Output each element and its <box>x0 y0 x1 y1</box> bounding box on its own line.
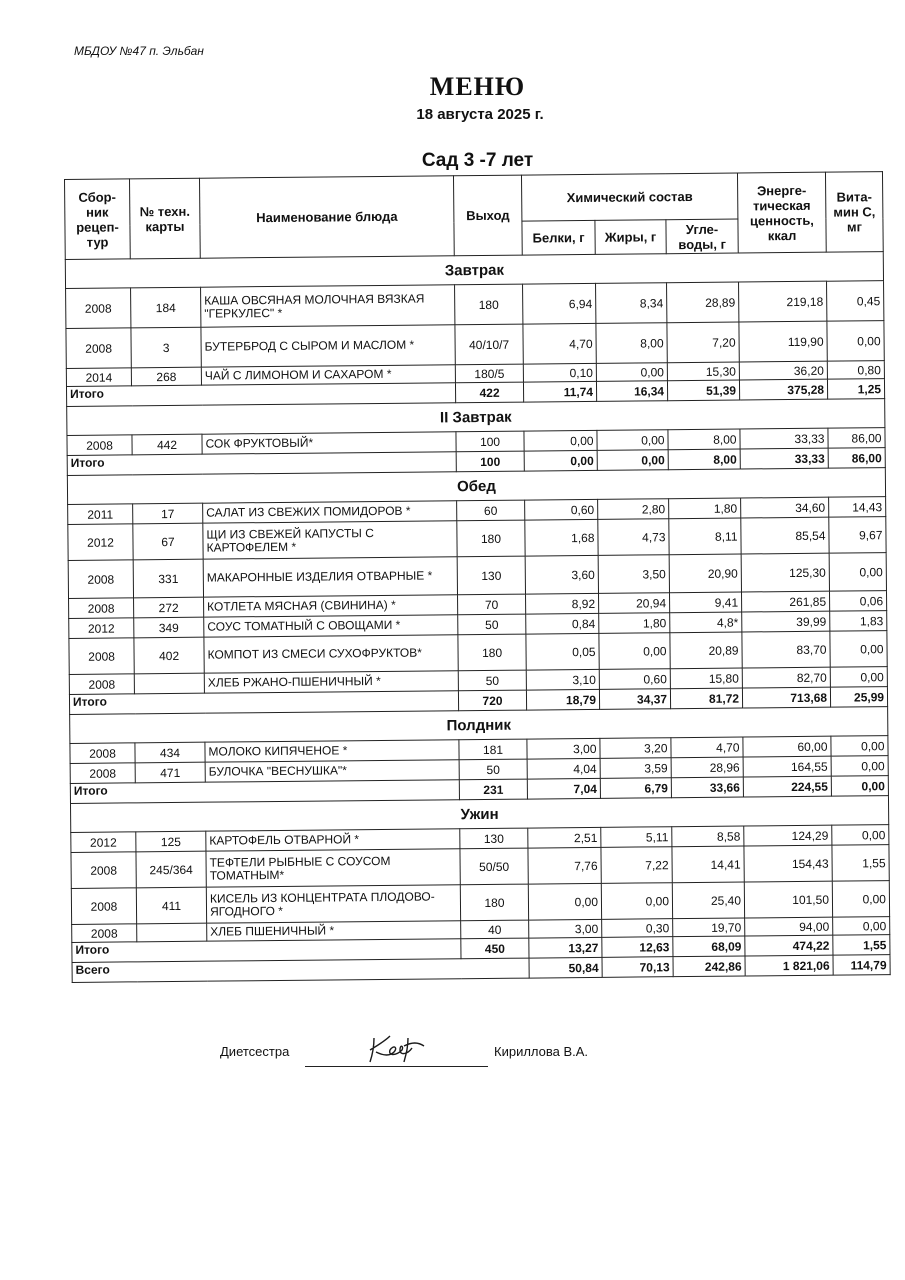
carbs-cell: 1,80 <box>669 498 741 519</box>
total-fat: 34,37 <box>599 689 670 710</box>
header-vitamin: Вита-мин С, мг <box>825 172 883 253</box>
protein-cell: 0,60 <box>525 499 598 520</box>
total-energy: 224,55 <box>743 776 831 797</box>
output-cell: 181 <box>459 739 527 760</box>
tech-card-cell: 67 <box>133 523 203 560</box>
header-tech-card: № техн. карты <box>130 178 201 259</box>
dish-name-cell: КИСЕЛЬ ИЗ КОНЦЕНТРАТА ПЛОДОВО-ЯГОДНОГО * <box>206 885 460 923</box>
recipe-collection-cell: 2008 <box>69 674 134 695</box>
tech-card-cell: 434 <box>135 742 205 763</box>
vitamin-cell: 9,67 <box>829 517 886 554</box>
total-output: 422 <box>455 382 523 403</box>
carbs-cell: 20,90 <box>669 554 741 593</box>
protein-cell: 2,51 <box>528 827 601 848</box>
tech-card-cell <box>137 923 207 942</box>
group-label: Сад 3 -7 лет <box>421 150 534 171</box>
recipe-collection-cell: 2011 <box>68 504 133 525</box>
protein-cell: 0,00 <box>528 883 601 920</box>
dish-name-cell: СОУС ТОМАТНЫЙ С ОВОЩАМИ * <box>204 615 458 637</box>
total-carbs: 68,09 <box>673 936 745 957</box>
recipe-collection-cell: 2008 <box>72 924 137 943</box>
protein-cell: 3,00 <box>527 738 600 759</box>
total-output: 720 <box>458 690 526 711</box>
fat-cell: 0,00 <box>597 430 668 451</box>
tech-card-cell: 3 <box>131 327 201 368</box>
dish-name-cell: КОМПОТ ИЗ СМЕСИ СУХОФРУКТОВ* <box>204 635 458 673</box>
total-protein: 11,74 <box>523 381 596 402</box>
total-label: Итого <box>72 939 461 963</box>
total-carbs: 81,72 <box>670 688 742 709</box>
vitamin-cell: 0,00 <box>827 321 884 362</box>
protein-cell: 7,76 <box>528 847 601 884</box>
tech-card-cell: 442 <box>132 434 202 455</box>
recipe-collection-cell: 2008 <box>69 638 134 675</box>
energy-cell: 125,30 <box>741 553 829 592</box>
total-energy: 375,28 <box>739 379 827 400</box>
grand-total-carbs: 242,86 <box>673 956 745 977</box>
grand-total-label: Всего <box>72 958 529 982</box>
fat-cell: 8,00 <box>596 323 667 364</box>
recipe-collection-cell: 2008 <box>70 763 135 784</box>
signature-mark <box>360 1030 434 1066</box>
dish-name-cell: ХЛЕБ ПШЕНИЧНЫЙ * <box>207 921 461 941</box>
dish-name-cell: БУЛОЧКА "ВЕСНУШКА"* <box>205 760 459 782</box>
recipe-collection-cell: 2014 <box>66 368 131 387</box>
fat-cell: 3,59 <box>600 758 671 779</box>
total-vitamin: 1,25 <box>827 379 884 400</box>
total-output: 231 <box>459 779 527 800</box>
tech-card-cell: 245/364 <box>136 851 206 888</box>
fat-cell: 5,11 <box>601 827 672 848</box>
tech-card-cell: 331 <box>133 559 203 598</box>
carbs-cell: 8,11 <box>669 518 741 555</box>
recipe-collection-cell: 2008 <box>70 743 135 764</box>
total-energy: 713,68 <box>742 687 830 708</box>
dish-name-cell: ЧАЙ С ЛИМОНОМ И САХАРОМ * <box>201 365 455 385</box>
total-vitamin: 86,00 <box>828 448 885 469</box>
grand-total-protein: 50,84 <box>529 957 602 978</box>
protein-cell: 3,10 <box>526 669 599 690</box>
section-title: Полдник <box>70 707 888 744</box>
vitamin-cell: 0,00 <box>830 667 887 688</box>
output-cell: 40/10/7 <box>455 324 523 365</box>
fat-cell: 7,22 <box>601 847 672 884</box>
carbs-cell: 9,41 <box>669 592 741 613</box>
header-dish-name: Наименование блюда <box>199 176 454 258</box>
recipe-collection-cell: 2012 <box>68 524 133 561</box>
tech-card-cell: 272 <box>134 597 204 618</box>
total-output: 450 <box>461 938 529 959</box>
page-title: МЕНЮ <box>429 72 526 101</box>
header-sbornik: Сбор-ник рецеп-тур <box>65 179 131 260</box>
section-title: Ужин <box>70 796 888 833</box>
output-cell: 50 <box>458 614 526 635</box>
vitamin-cell: 0,00 <box>831 736 888 757</box>
tech-card-cell: 125 <box>136 831 206 852</box>
protein-cell: 0,84 <box>526 613 599 634</box>
recipe-collection-cell: 2008 <box>69 598 134 619</box>
tech-card-cell: 268 <box>131 367 201 386</box>
energy-cell: 34,60 <box>741 497 829 518</box>
carbs-cell: 4,8* <box>670 612 742 633</box>
fat-cell: 0,00 <box>596 363 667 382</box>
recipe-collection-cell: 2012 <box>71 832 136 853</box>
total-fat: 16,34 <box>596 381 667 402</box>
total-energy: 474,22 <box>745 935 833 956</box>
recipe-collection-cell: 2008 <box>66 328 131 369</box>
energy-cell: 101,50 <box>744 881 832 918</box>
signature-line <box>305 1066 488 1067</box>
total-label: Итого <box>67 452 456 476</box>
header-protein: Белки, г <box>522 220 595 255</box>
protein-cell: 4,70 <box>523 323 596 364</box>
output-cell: 180 <box>455 284 523 325</box>
dish-name-cell: СОК ФРУКТОВЫЙ* <box>202 432 456 454</box>
fat-cell: 1,80 <box>599 613 670 634</box>
total-carbs: 8,00 <box>668 449 740 470</box>
fat-cell: 0,30 <box>602 919 673 938</box>
grand-total-vitamin: 114,79 <box>833 955 890 976</box>
recipe-collection-cell: 2008 <box>71 888 136 925</box>
output-cell: 180/5 <box>455 364 523 383</box>
fat-cell: 2,80 <box>598 499 669 520</box>
fat-cell: 8,34 <box>596 283 667 324</box>
energy-cell: 119,90 <box>739 321 827 362</box>
total-vitamin: 25,99 <box>830 687 887 708</box>
carbs-cell: 7,20 <box>667 322 739 363</box>
signature-role: Диетсестра <box>220 1044 290 1059</box>
recipe-collection-cell: 2008 <box>67 435 132 456</box>
total-fat: 0,00 <box>597 450 668 471</box>
protein-cell: 1,68 <box>525 519 598 556</box>
total-fat: 6,79 <box>600 778 671 799</box>
protein-cell: 8,92 <box>526 593 599 614</box>
protein-cell: 4,04 <box>527 758 600 779</box>
tech-card-cell: 411 <box>136 887 206 924</box>
total-energy: 33,33 <box>740 448 828 469</box>
fat-cell: 4,73 <box>598 519 669 556</box>
fat-cell: 0,00 <box>599 633 670 670</box>
recipe-collection-cell: 2008 <box>71 852 136 889</box>
energy-cell: 36,20 <box>739 361 827 380</box>
grand-total-energy: 1 821,06 <box>745 955 833 976</box>
fat-cell: 0,00 <box>601 883 672 920</box>
tech-card-cell: 402 <box>134 637 204 674</box>
dish-name-cell: МОЛОКО КИПЯЧЕНОЕ * <box>205 740 459 762</box>
energy-cell: 261,85 <box>741 591 829 612</box>
output-cell: 50 <box>459 759 527 780</box>
recipe-collection-cell: 2008 <box>66 288 131 329</box>
total-protein: 13,27 <box>529 937 602 958</box>
output-cell: 50 <box>458 670 526 691</box>
tech-card-cell: 349 <box>134 617 204 638</box>
energy-cell: 124,29 <box>744 825 832 846</box>
vitamin-cell: 0,00 <box>833 917 890 936</box>
carbs-cell: 4,70 <box>671 737 743 758</box>
menu-date: 18 августа 2025 г. <box>416 106 544 123</box>
total-protein: 0,00 <box>524 450 597 471</box>
fat-cell: 0,60 <box>599 669 670 690</box>
header-chem: Химический состав <box>521 173 737 221</box>
header-energy: Энерге-тическая ценность, ккал <box>737 172 826 253</box>
energy-cell: 94,00 <box>745 917 833 936</box>
total-fat: 12,63 <box>602 937 673 958</box>
carbs-cell: 15,80 <box>670 668 742 689</box>
total-output: 100 <box>456 451 524 472</box>
grand-total-fat: 70,13 <box>602 957 673 978</box>
total-vitamin: 1,55 <box>833 935 890 956</box>
carbs-cell: 8,58 <box>672 826 744 847</box>
output-cell: 50/50 <box>460 848 528 885</box>
vitamin-cell: 1,55 <box>832 845 889 882</box>
vitamin-cell: 0,06 <box>829 591 886 612</box>
protein-cell: 6,94 <box>523 283 596 324</box>
carbs-cell: 8,00 <box>668 429 740 450</box>
energy-cell: 39,99 <box>742 611 830 632</box>
total-protein: 7,04 <box>527 778 600 799</box>
energy-cell: 85,54 <box>741 517 829 554</box>
vitamin-cell: 0,00 <box>832 825 889 846</box>
dish-name-cell: КАША ОВСЯНАЯ МОЛОЧНАЯ ВЯЗКАЯ "ГЕРКУЛЕС" * <box>201 285 455 327</box>
dish-name-cell: САЛАТ ИЗ СВЕЖИХ ПОМИДОРОВ * <box>203 501 457 523</box>
total-label: Итого <box>66 383 455 407</box>
tech-card-cell <box>134 673 204 694</box>
dish-name-cell: КОТЛЕТА МЯСНАЯ (СВИНИНА) * <box>204 595 458 617</box>
output-cell: 60 <box>457 500 525 521</box>
protein-cell: 3,60 <box>525 555 598 594</box>
carbs-cell: 28,89 <box>667 282 739 323</box>
output-cell: 70 <box>458 594 526 615</box>
energy-cell: 82,70 <box>742 667 830 688</box>
total-vitamin: 0,00 <box>831 776 888 797</box>
dish-name-cell: МАКАРОННЫЕ ИЗДЕЛИЯ ОТВАРНЫЕ * <box>203 557 457 597</box>
output-cell: 130 <box>460 828 528 849</box>
output-cell: 180 <box>458 634 526 671</box>
vitamin-cell: 0,00 <box>831 756 888 777</box>
organization-name: МБДОУ №47 п. Эльбан <box>74 44 204 58</box>
vitamin-cell: 86,00 <box>828 428 885 449</box>
section-title: Обед <box>67 468 885 505</box>
header-fat: Жиры, г <box>595 220 666 255</box>
output-cell: 130 <box>457 556 525 595</box>
energy-cell: 33,33 <box>740 428 828 449</box>
fat-cell: 3,20 <box>600 738 671 759</box>
energy-cell: 219,18 <box>739 281 827 322</box>
tech-card-cell: 184 <box>131 287 201 328</box>
dish-name-cell: ТЕФТЕЛИ РЫБНЫЕ С СОУСОМ ТОМАТНЫМ* <box>206 849 460 887</box>
fat-cell: 20,94 <box>599 593 670 614</box>
header-carbs: Угле-воды, г <box>666 219 738 254</box>
energy-cell: 154,43 <box>744 845 832 882</box>
energy-cell: 83,70 <box>742 631 830 668</box>
carbs-cell: 19,70 <box>673 918 745 937</box>
dish-name-cell: ЩИ ИЗ СВЕЖЕЙ КАПУСТЫ С КАРТОФЕЛЕМ * <box>203 521 457 559</box>
vitamin-cell: 0,00 <box>832 881 889 918</box>
output-cell: 40 <box>461 920 529 939</box>
dish-name-cell: КАРТОФЕЛЬ ОТВАРНОЙ * <box>206 829 460 851</box>
recipe-collection-cell: 2008 <box>68 560 133 599</box>
vitamin-cell: 0,00 <box>830 631 887 668</box>
protein-cell: 0,00 <box>524 430 597 451</box>
carbs-cell: 28,96 <box>671 757 743 778</box>
output-cell: 100 <box>456 431 524 452</box>
recipe-collection-cell: 2012 <box>69 618 134 639</box>
vitamin-cell: 14,43 <box>829 497 886 518</box>
header-output: Выход <box>453 175 522 256</box>
section-title: II Завтрак <box>67 399 885 436</box>
output-cell: 180 <box>457 520 525 557</box>
dish-name-cell: БУТЕРБРОД С СЫРОМ И МАСЛОМ * <box>201 325 455 367</box>
vitamin-cell: 0,00 <box>829 553 886 592</box>
total-label: Итого <box>70 780 459 804</box>
energy-cell: 164,55 <box>743 756 831 777</box>
signature-name: Кириллова В.А. <box>494 1044 589 1059</box>
tech-card-cell: 471 <box>135 762 205 783</box>
menu-body <box>65 252 890 983</box>
protein-cell: 0,05 <box>526 633 599 670</box>
protein-cell: 0,10 <box>523 363 596 382</box>
carbs-cell: 15,30 <box>667 362 739 381</box>
vitamin-cell: 1,83 <box>830 611 887 632</box>
dish-name-cell: ХЛЕБ РЖАНО-ПШЕНИЧНЫЙ * <box>204 671 458 693</box>
carbs-cell: 25,40 <box>672 882 744 919</box>
tech-card-cell: 17 <box>133 503 203 524</box>
energy-cell: 60,00 <box>743 736 831 757</box>
protein-cell: 3,00 <box>529 919 602 938</box>
vitamin-cell: 0,45 <box>827 281 884 322</box>
carbs-cell: 14,41 <box>672 846 744 883</box>
total-label: Итого <box>69 691 458 715</box>
menu-table <box>64 171 891 983</box>
output-cell: 180 <box>460 884 528 921</box>
total-protein: 18,79 <box>526 689 599 710</box>
total-carbs: 33,66 <box>671 777 743 798</box>
total-carbs: 51,39 <box>667 380 739 401</box>
carbs-cell: 20,89 <box>670 632 742 669</box>
section-title: Завтрак <box>65 252 883 289</box>
vitamin-cell: 0,80 <box>827 361 884 380</box>
fat-cell: 3,50 <box>598 555 669 594</box>
